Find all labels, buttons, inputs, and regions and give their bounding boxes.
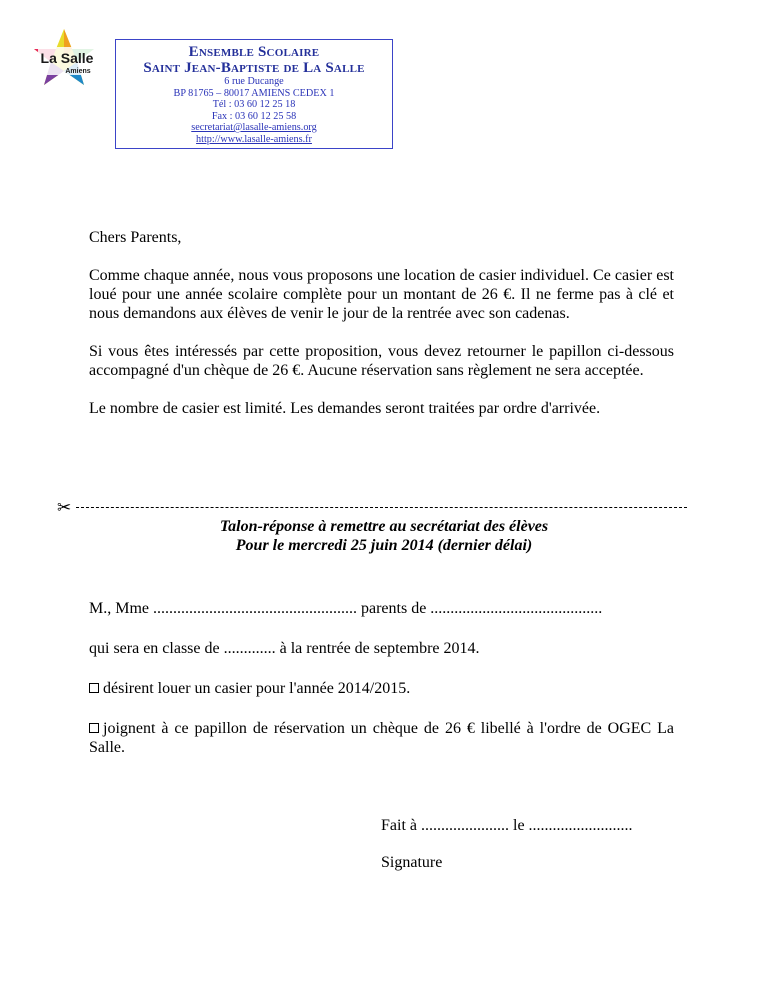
form-parent-line[interactable]: M., Mme ................................................... parents de ........................................... [89,600,603,617]
school-header [115,39,393,149]
header-bp: BP 81765 – 80017 AMIENS CEDEX 1 [173,87,335,99]
talon-title-line1: Talon-réponse à remettre au secrétariat des élèves [219,518,549,535]
checkbox-cheque[interactable] [89,723,99,733]
dashed-separator [76,507,687,508]
letter-paragraph-3: Le nombre de casier est limité. Les demandes seront traitées par ordre d'arrivée. [89,400,601,417]
header-tel: Tél : 03 60 12 25 18 [212,99,296,110]
form-option-1 [89,679,674,698]
talon-title-line2: Pour le mercredi 25 juin 2014 (dernier délai) [235,537,533,554]
talon-heading [0,517,768,555]
header-title2: Saint Jean-Baptiste de La Salle [143,60,365,76]
checkbox-locker[interactable] [89,683,99,693]
option-2-label: joignent à ce papillon de réservation un chèque de 26 € libellé à l'ordre de OGEC La Salle. [89,720,674,756]
header-website-link[interactable]: http://www.lasalle-amiens.fr [196,133,312,145]
option-1-label: désirent louer un casier pour l'année 2014/2015. [103,680,411,697]
header-email-link[interactable]: secretariat@lasalle-amiens.org [191,122,317,133]
cut-line [57,499,687,519]
header-title1: Ensemble Scolaire [188,44,320,60]
form-class-line[interactable]: qui sera en classe de ............. à la rentrée de septembre 2014. [89,640,480,657]
form-option-2 [89,719,674,757]
letter-body [89,228,674,418]
letter-paragraph-1: Comme chaque année, nous vous proposons une location de casier individuel. Ce casier est loué pour une année scolaire complète pour un montant de 26 €. Il ne ferme pas à clé et nous demandons aux élèves de venir le jour de la rentrée avec son cadenas. [89,267,674,322]
logo-subtext: Amiens [65,68,91,75]
letter-greeting: Chers Parents, [89,229,182,246]
header-fax: Fax : 03 60 12 25 58 [211,110,297,122]
header-address: 6 rue Ducange [224,76,284,87]
scissors-icon: ✂ [57,499,72,518]
fait-a-line[interactable]: Fait à ...................... le .......................... [381,817,633,834]
la-salle-logo [14,27,114,95]
logo-text: La Salle [40,50,94,66]
signature-block [381,816,633,890]
letter-paragraph-2: Si vous êtes intéressés par cette proposition, vous devez retourner le papillon ci-dessous accompagné d'un chèque de 26 €. Aucune réservation sans règlement ne sera acceptée. [89,343,674,379]
signature-label: Signature [381,854,443,871]
reply-form [89,599,674,778]
